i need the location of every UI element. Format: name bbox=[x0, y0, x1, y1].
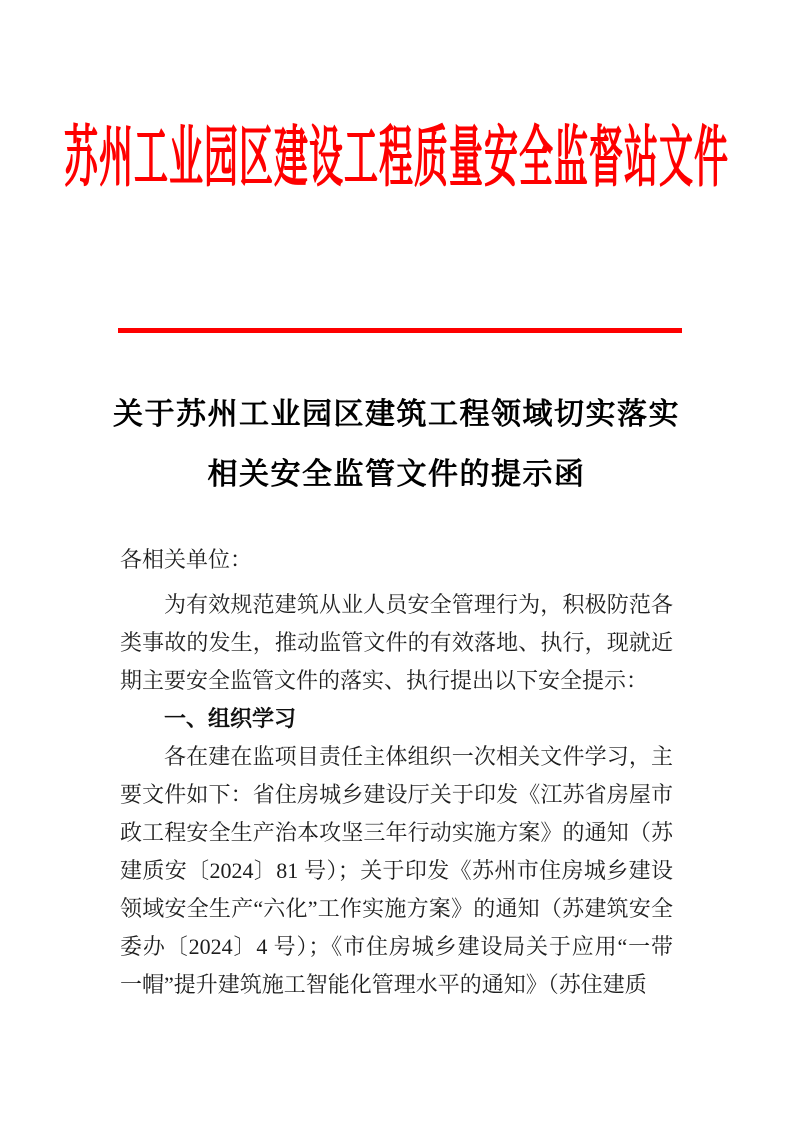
salutation: 各相关单位： bbox=[120, 547, 253, 572]
document-title-line-1: 关于苏州工业园区建筑工程领域切实落实 bbox=[113, 398, 680, 431]
intro-paragraph: 为有效规范建筑从业人员安全管理行为，积极防范各类事故的发生，推动监管文件的有效落地、执行，现就近期主要安全监管文件的落实、执行提出以下安全提示： bbox=[120, 592, 673, 693]
document-title bbox=[60, 385, 733, 505]
section-1-heading: 一、组织学习 bbox=[164, 706, 297, 731]
masthead bbox=[0, 108, 793, 194]
masthead-title: 苏州工业园区建设工程质量安全监督站文件 bbox=[64, 120, 729, 195]
document-title-line-2: 相关安全监管文件的提示函 bbox=[207, 458, 586, 491]
document-body bbox=[120, 541, 673, 1004]
section-1-paragraph: 各在建在监项目责任主体组织一次相关文件学习，主要文件如下：省住房城乡建设厅关于印发《江苏省房屋市政工程安全生产治本攻坚三年行动实施方案》的通知（苏建质安〔2024〕81 号）；关于印发《苏州市住房城乡建设领域安全生产“六化”工作实施方案》的通知（苏建筑安全委办〔2024〕4 号）；《市住房城乡建设局关于应用“一带一帽”提升建筑施工智能化管理水平的通知》（苏住建质 bbox=[120, 744, 673, 997]
red-separator-line bbox=[118, 328, 682, 333]
